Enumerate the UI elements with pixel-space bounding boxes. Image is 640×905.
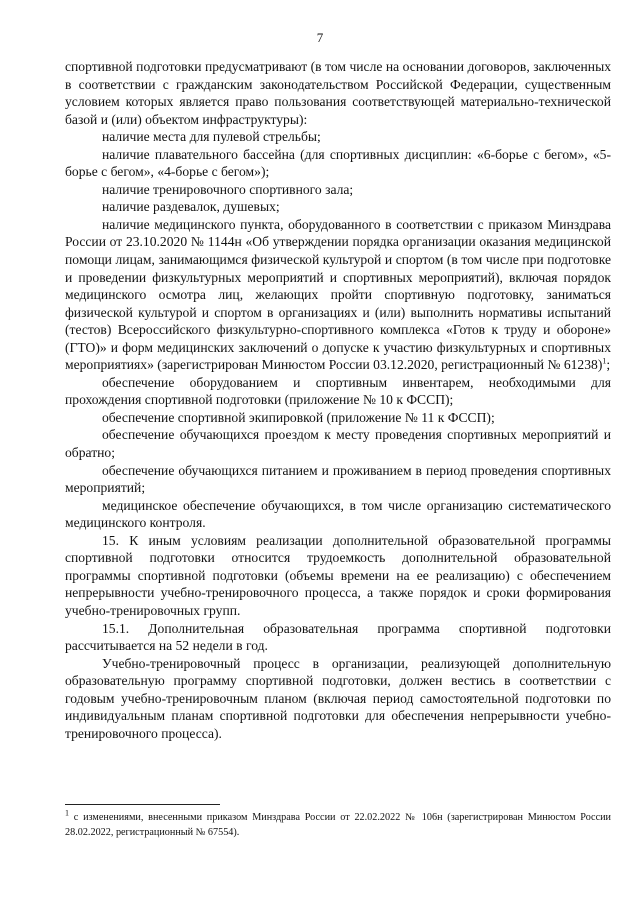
paragraph: наличие раздевалок, душевых; [102, 199, 280, 215]
paragraph: наличие плавательного бассейна (для спортивных дисциплин: «6-борье с бегом», «5-борье с бегом», «4-борье с бегом»); [65, 146, 611, 180]
paragraph: спортивной подготовки предусматривают (в том числе на основании договоров, заключенных в соответствии с гражданским законодательством Российской Федерации, существенным условием которых является право пользования соответствующей материально-технической базой и (или) объектом инфраструктуры): [65, 59, 611, 127]
paragraph-text-tail: ; [606, 357, 611, 373]
document-body [65, 58, 611, 742]
footnote-text: с изменениями, внесенными приказом Минздрава России от 22.02.2022 № 106н (зарегистрирован Минюстом России 28.02.2022, регистрационный № 67554). [65, 812, 611, 838]
paragraph: наличие места для пулевой стрельбы; [102, 129, 321, 145]
paragraph-text: наличие медицинского пункта, оборудованного в соответствии с приказом Минздрава России от 23.10.2020 № 1144н «Об утверждении порядка организации оказания медицинской помощи лицам, занимающимся физической культурой и спортом (в том числе при подготовке и проведении физкультурных мероприятий и спортивных мероприятий), включая порядок медицинского осмотра лиц, желающих пройти спортивную подготовку, заниматься физической культурой и спортом в организациях и (или) выполнить нормативы испытаний (тестов) Всероссийского физкультурно-спортивного комплекса «Готов к труду и обороне» (ГТО)» и форм медицинских заключений о допуске к участию физкультурных и спортивных мероприятиях» (зарегистрирован Минюстом России 03.12.2020, регистрационный № 61238) [65, 216, 611, 373]
paragraph: обеспечение спортивной экипировкой (приложение № 11 к ФССП); [102, 409, 495, 425]
footnote-divider [65, 804, 220, 805]
page-number: 7 [316, 30, 324, 45]
paragraph: Учебно-тренировочный процесс в организации, реализующей дополнительную образовательную программу спортивной подготовки, должен вестись в соответствии с годовым учебно-тренировочным планом (включая период самостоятельной подготовки по индивидуальным планам спортивной подготовки для обеспечения непрерывности учебно-тренировочного процесса). [65, 655, 611, 741]
footnote [65, 810, 611, 840]
paragraph: 15. К иным условиям реализации дополнительной образовательной программы спортивной подготовки относится трудоемкость дополнительной образовательной программы спортивной подготовки (объемы времени на ее реализацию) с обеспечением непрерывности учебно-тренировочного процесса, а также порядок и сроки формирования учебно-тренировочных групп. [65, 532, 611, 618]
paragraph: обеспечение обучающихся проездом к месту проведения спортивных мероприятий и обратно; [65, 427, 611, 461]
footnote-reference[interactable]: 1 [602, 356, 607, 366]
paragraph: медицинское обеспечение обучающихся, в том числе организацию систематического медицинского контроля. [65, 497, 611, 531]
paragraph: обеспечение оборудованием и спортивным инвентарем, необходимыми для прохождения спортивной подготовки (приложение № 10 к ФССП); [65, 374, 611, 408]
paragraph-with-footnote-ref [65, 216, 611, 374]
paragraph: 15.1. Дополнительная образовательная программа спортивной подготовки рассчитывается на 52 недели в год. [65, 620, 611, 654]
footnote-marker: 1 [65, 808, 69, 818]
paragraph: наличие тренировочного спортивного зала; [102, 181, 354, 197]
paragraph: обеспечение обучающихся питанием и проживанием в период проведения спортивных мероприятий; [65, 462, 611, 496]
